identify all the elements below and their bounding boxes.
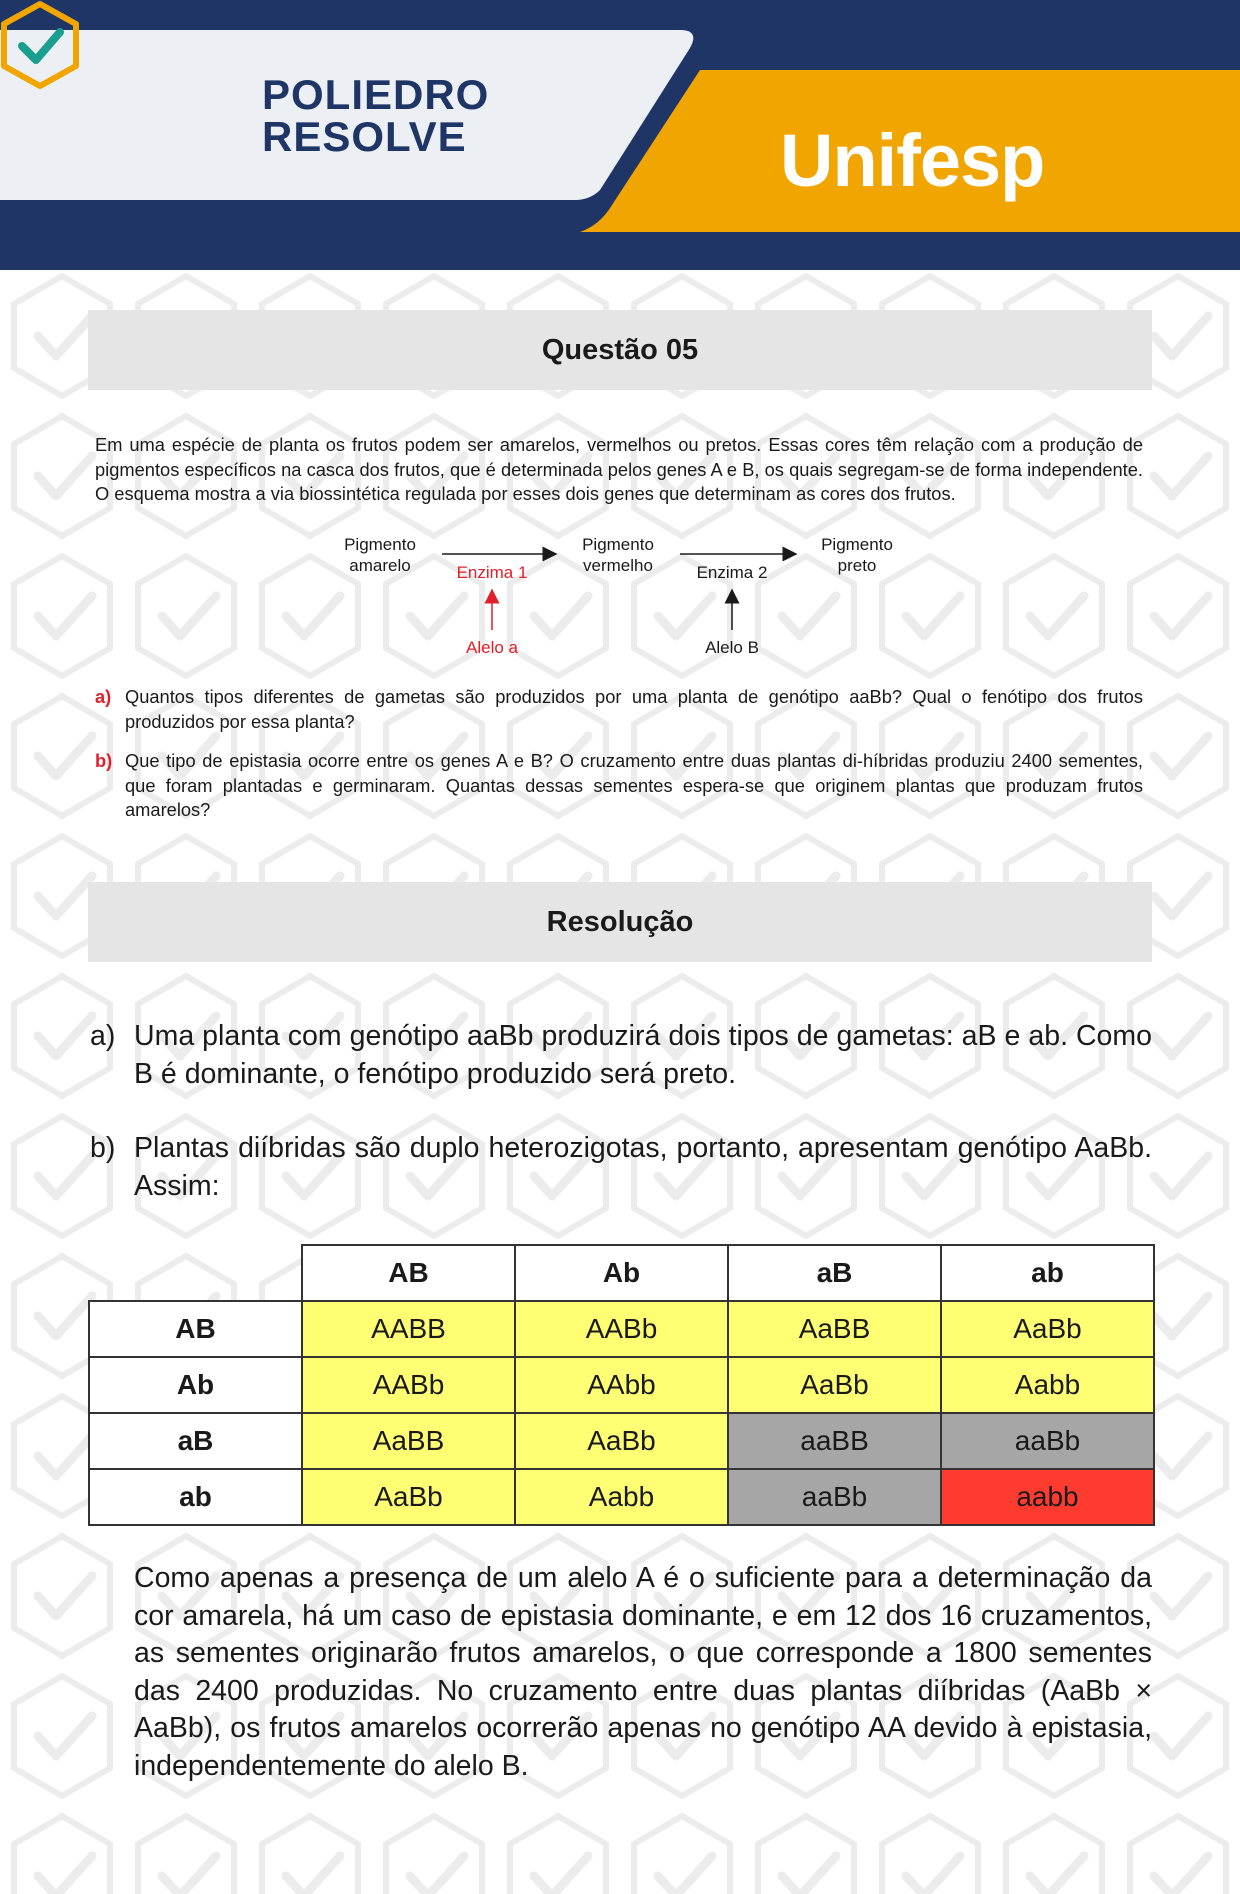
genotype-cell: aabb [941,1469,1154,1525]
conclusion-text: Como apenas a presença de um alelo A é o suficiente para a determinação da cor amarela, há um caso de epistasia dominante, e em 12 dos 16 cruzamentos, as sementes originarão frutos amarelos, o que corresponde a 1800 sementes das 2400 produzidas. No cruzamento entre duas plantas diíbridas (AaBb × AaBb), os frutos amarelos ocorrerão apenas no genótipo AA devido à epistasia, independentemente do alelo B. [134,1562,1152,1782]
allele-b-text: Alelo B [705,638,759,657]
row-header: AB [89,1301,302,1357]
pigment-red-label [568,534,668,576]
col-header: ab [941,1245,1154,1301]
answer-b [90,1130,1152,1205]
genotype-cell: aaBb [728,1469,941,1525]
question-intro: Em uma espécie de planta os frutos podem ser amarelos, vermelhos ou pretos. Essas cores têm relação com a produção de pigmentos específicos na casca dos frutos, que é determinada pelos genes A e B, os quais segregam-se de forma independente. O esquema mostra a via biossintética regulada por esses dois genes que determinam as cores dos frutos. [95,434,1143,504]
row-header: ab [89,1469,302,1525]
table-row [89,1301,1154,1357]
resolution-title: Resolução [88,882,1152,962]
genotype-cell: AaBB [302,1413,515,1469]
allele-a-text: Alelo a [466,638,518,657]
question-item-b [95,749,1143,823]
genotype-cell: AaBb [728,1357,941,1413]
genotype-cell: aaBb [941,1413,1154,1469]
answer-a [90,1018,1152,1093]
allele-b-label [682,637,782,658]
table-header-row [89,1245,1154,1301]
brand-line-2: RESOLVE [262,113,467,160]
item-letter: b) [95,750,113,771]
table-row [89,1413,1154,1469]
brand-line-1: POLIEDRO [262,71,490,118]
pigment-yellow-line1: Pigmento [344,535,416,554]
col-header: aB [728,1245,941,1301]
genotype-cell: Aabb [941,1357,1154,1413]
punnett-square [88,1244,1155,1526]
answer-letter: a) [90,1020,116,1052]
pigment-red-line2: vermelho [583,556,653,575]
genotype-cell: AABb [515,1301,728,1357]
genotype-cell: aaBB [728,1413,941,1469]
biosynthesis-diagram [330,530,930,670]
genotype-cell: AABb [302,1357,515,1413]
answer-letter: b) [90,1132,116,1164]
question-title: Questão 05 [88,310,1152,390]
genotype-cell: AaBb [515,1413,728,1469]
table-row [89,1469,1154,1525]
enzyme-2-label: Enzima 2 [696,563,768,582]
item-text: Que tipo de epistasia ocorre entre os genes A e B? O cruzamento entre duas plantas di-híbridas produziu 2400 sementes, que foram plantadas e germinaram. Quantas dessas sementes espera-se que originem plantas que produzam frutos amarelos? [125,750,1143,820]
answer-text: Plantas diíbridas são duplo heterozigotas, portanto, apresentam genótipo AaBb. Assim: [134,1132,1152,1202]
genotype-cell: AaBB [728,1301,941,1357]
pigment-black-line1: Pigmento [821,535,893,554]
pigment-black-label [807,534,907,576]
col-header: Ab [515,1245,728,1301]
item-letter: a) [95,686,112,707]
table-row [89,1357,1154,1413]
item-text: Quantos tipos diferentes de gametas são produzidos por uma planta de genótipo aaBb? Qual o fenótipo dos frutos produzidos por essa planta? [125,686,1143,732]
col-header: AB [302,1245,515,1301]
genotype-cell: AABB [302,1301,515,1357]
genotype-cell: AaBb [941,1301,1154,1357]
genotype-cell: Aabb [515,1469,728,1525]
pigment-black-line2: preto [837,556,877,575]
allele-a-label [442,637,542,658]
question-item-a [95,685,1143,734]
genotype-cell: AaBb [302,1469,515,1525]
enzyme-1-label: Enzima 1 [456,563,528,582]
pigment-red-line1: Pigmento [582,535,654,554]
exam-name: Unifesp [780,119,1045,202]
row-header: Ab [89,1357,302,1413]
pigment-yellow-line2: amarelo [349,556,411,575]
genotype-cell: AAbb [515,1357,728,1413]
pigment-yellow-label [330,534,430,576]
table-corner [89,1245,302,1301]
answer-text: Uma planta com genótipo aaBb produzirá dois tipos de gametas: aB e ab. Como B é dominante, o fenótipo produzido será preto. [134,1020,1152,1090]
row-header: aB [89,1413,302,1469]
